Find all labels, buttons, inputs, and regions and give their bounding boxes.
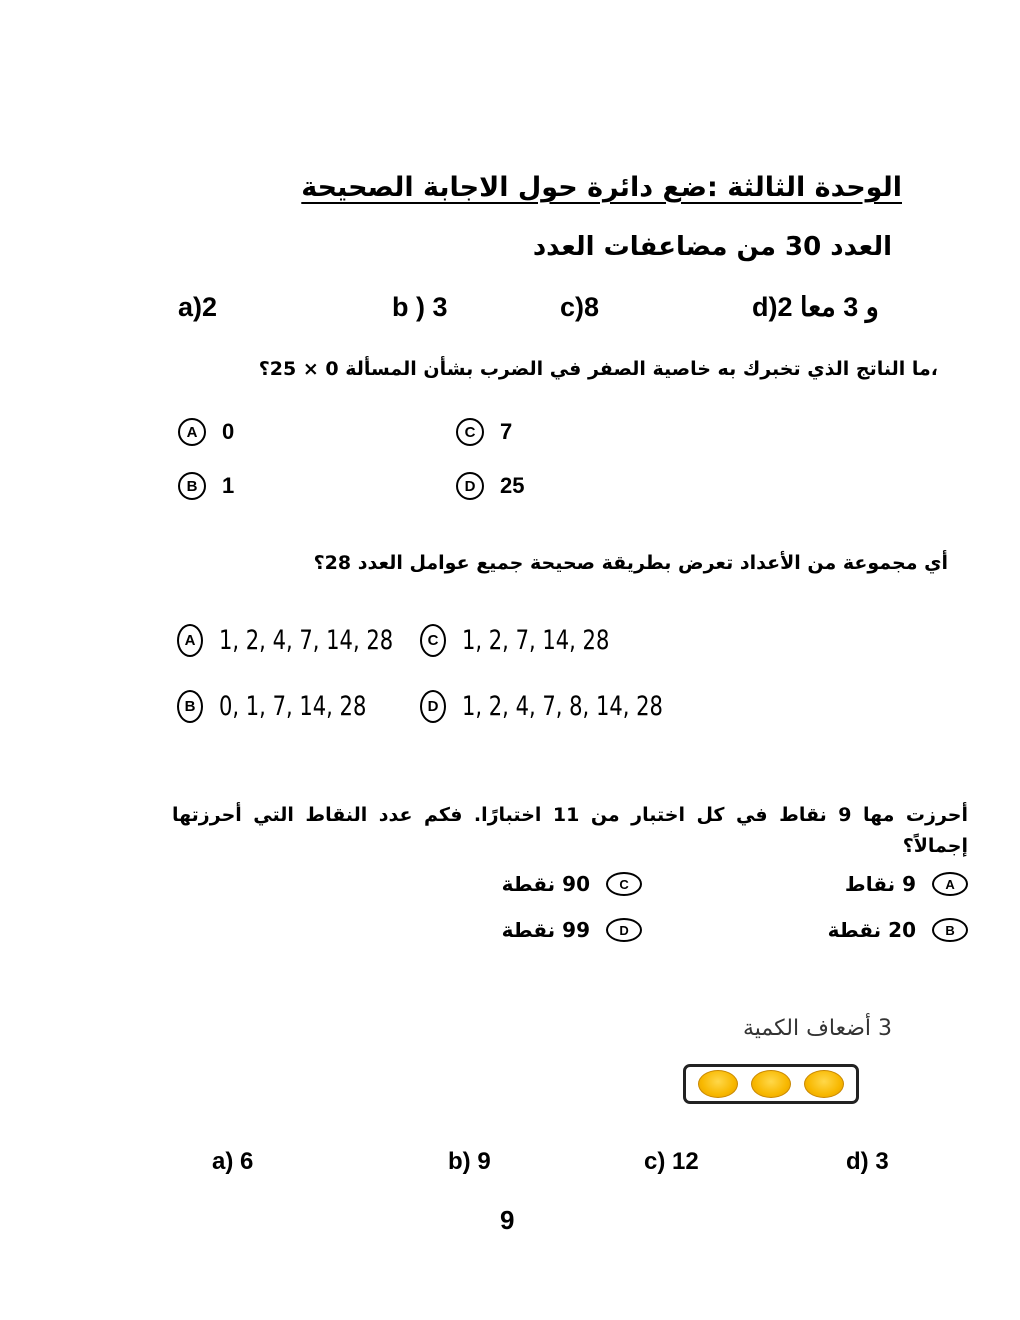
q5-option-c[interactable]: c) 12 xyxy=(644,1148,699,1175)
coin-box xyxy=(683,1064,859,1104)
q3-option-c-letter: C xyxy=(420,624,446,657)
q3-option-c[interactable] xyxy=(420,624,651,657)
q4-option-b[interactable] xyxy=(828,918,968,942)
q4-option-b-value: 20 نقطة xyxy=(827,918,916,942)
q5-option-d[interactable]: d) 3 xyxy=(846,1148,889,1175)
q4-option-c[interactable] xyxy=(502,872,642,896)
question-2-text: ،ما الناتج الذي تخبرك به خاصية الصفر في الضرب بشأن المسألة 0 × 25؟ xyxy=(258,358,938,380)
q5-option-b[interactable]: b) 9 xyxy=(448,1148,491,1175)
question-1-text: العدد 30 من مضاعفات العدد xyxy=(532,232,892,262)
q4-option-a-value: 9 نقاط xyxy=(844,872,916,896)
page-number: 9 xyxy=(500,1205,515,1235)
q4-option-d[interactable] xyxy=(502,918,642,942)
q4-option-b-letter: B xyxy=(932,918,968,942)
q2-option-d-letter: D xyxy=(456,472,484,500)
q5-option-a[interactable]: a) 6 xyxy=(212,1148,254,1175)
q4-option-a-letter: A xyxy=(932,872,968,896)
q4-option-c-value: 90 نقطة xyxy=(501,872,590,896)
q3-option-d-value: 1, 2, 4, 7, 8, 14, 28 xyxy=(462,691,663,722)
q1-option-a[interactable]: a)2 xyxy=(178,292,218,322)
q4-option-d-letter: D xyxy=(606,918,642,942)
q3-option-c-value: 1, 2, 7, 14, 28 xyxy=(462,625,610,656)
q3-option-b-value: 0, 1, 7, 14, 28 xyxy=(219,691,367,722)
q1-option-c[interactable]: c)8 xyxy=(560,292,600,322)
q2-option-a[interactable] xyxy=(178,418,234,446)
q2-option-b[interactable] xyxy=(178,472,234,500)
q3-option-b[interactable] xyxy=(177,690,408,723)
q3-option-b-letter: B xyxy=(177,690,203,723)
q4-option-d-value: 99 نقطة xyxy=(501,918,590,942)
q2-option-c[interactable] xyxy=(456,418,512,446)
q4-option-a[interactable] xyxy=(845,872,968,896)
question-3-text: أي مجموعة من الأعداد تعرض بطريقة صحيحة جميع عوامل العدد 28؟ xyxy=(313,552,948,574)
q2-option-a-letter: A xyxy=(178,418,206,446)
q1-option-d-label: d)2 و 3 معا xyxy=(752,292,879,322)
q2-option-b-letter: B xyxy=(178,472,206,500)
q1-option-d[interactable] xyxy=(752,292,879,323)
question-5-label: 3 أضعاف الكمية xyxy=(742,1016,892,1041)
q1-option-b[interactable]: b ) 3 xyxy=(392,292,448,322)
q2-option-a-value: 0 xyxy=(222,419,235,444)
question-4-text: أحرزت مها 9 نقاط في كل اختبار من 11 اختبارًا. فكم عدد النقاط التي أحرزتها إجمالاً؟ xyxy=(172,804,968,857)
q2-option-d-value: 25 xyxy=(500,473,525,498)
q4-option-c-letter: C xyxy=(606,872,642,896)
q2-option-d[interactable] xyxy=(456,472,524,500)
q3-option-a-letter: A xyxy=(177,624,203,657)
q2-option-c-letter: C xyxy=(456,418,484,446)
page-title: الوحدة الثالثة :ضع دائرة حول الاجابة الصحيحة xyxy=(301,172,902,203)
coin-icon xyxy=(751,1070,791,1098)
q3-option-a-value: 1, 2, 4, 7, 14, 28 xyxy=(219,625,394,656)
q3-option-d[interactable] xyxy=(420,690,720,723)
q3-option-a[interactable] xyxy=(177,624,442,657)
q3-option-d-letter: D xyxy=(420,690,446,723)
q2-option-c-value: 7 xyxy=(500,419,513,444)
q2-option-b-value: 1 xyxy=(222,473,235,498)
coin-icon xyxy=(804,1070,844,1098)
coin-icon xyxy=(698,1070,738,1098)
